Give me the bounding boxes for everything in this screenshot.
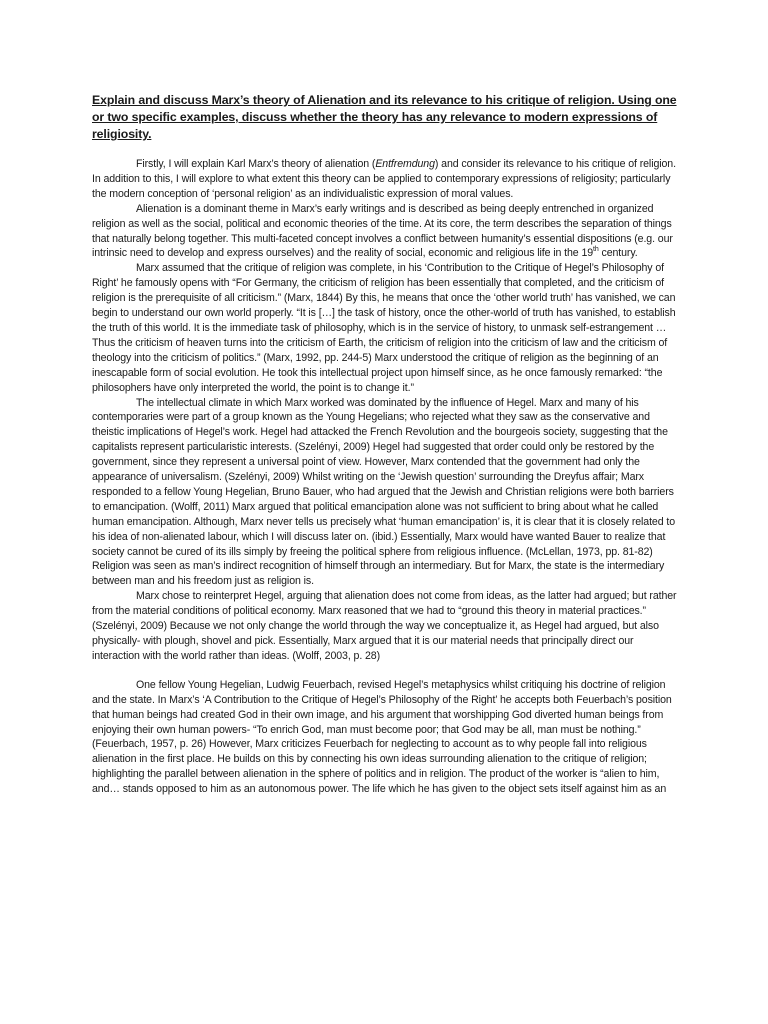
paragraph-alienation-text-a: Alienation is a dominant theme in Marx’s early writings and is described as being deeply entrenched in organized religion as well as the social, political and economic theories of the time. At its core, the term describes the separation of things that naturally belong together. This multi-faceted concept involves a conflict between humanity’s essential dispositions (e.g. our intrinsic need to develop and express ourselves) and the reality of social, economic and religious life in the 19 bbox=[92, 202, 673, 260]
paragraph-intro-term: Entfremdung bbox=[375, 158, 435, 170]
paragraph-intro bbox=[92, 157, 678, 202]
essay-title: Explain and discuss Marx’s theory of Alienation and its relevance to his critique of religion. Using one or two specific examples, discuss whether the theory has any relevance to modern expressions of religiosity. bbox=[92, 93, 677, 141]
paragraph-alienation-text-b: century. bbox=[598, 247, 638, 260]
paragraph-gap bbox=[92, 664, 678, 678]
paragraph-critique: Marx assumed that the critique of religion was complete, in his ‘Contribution to the Critique of Hegel’s Philosophy of Right’ he famously opens with “For Germany, the criticism of religion has been essentially that completed, and the criticism of religion is the prerequisite of all criticism.” (Marx, 1844) By this, he means that once the ‘other world truth’ has vanished, we can begin to understand our own world properly. “It is […] the task of history, once the other-world of truth has vanished, to establish the truth of this world. It is the immediate task of philosophy, which is in the service of history, to unmask self-estrangement … Thus the criticism of heaven turns into the criticism of Earth, the criticism of religion into the criticism of law and the criticism of theology into the criticism of politics.” (Marx, 1992, pp. 244-5) Marx understood the critique of religion as the beginning of an inescapable form of social evolution. He took this intellectual project upon himself since, as he once famously remarked: “the philosophers have only interpreted the world, the point is to change it.” bbox=[92, 262, 676, 394]
document-body bbox=[92, 92, 678, 797]
paragraph-intro-text-a: Firstly, I will explain Karl Marx’s theory of alienation ( bbox=[136, 158, 376, 170]
paragraph-hegel: The intellectual climate in which Marx worked was dominated by the influence of Hegel. Marx and many of his contemporaries were part of a group known as the Young Hegelians; who rejected what they saw as the conservative and theistic implications of Hegel’s work. Hegel had attacked the French Revolution and the bourgeois society, suggesting that the capitalists represent particularistic interests. (Szelényi, 2009) Hegel had suggested that order could only be restored by the government, since they represent a universal point of view. However, Marx contended that the government had only the appearance of universalism. (Szelényi, 2009) Whilst writing on the ‘Jewish question’ surrounding the Dreyfus affair; Marx responded to a fellow Young Hegelian, Bruno Bauer, who had argued that the Jewish and Christian religions were both barriers to emancipation. (Wolff, 2011) Marx argued that political emancipation alone was not sufficient to bring about what he called human emancipation. Although, Marx never tells us precisely what ‘human emancipation’ is, it is clear that it is closely related to his idea of non-alienated labour, which I will discuss later on. (ibid.) Essentially, Marx would have wanted Bauer to realize that society cannot be cured of its ills simply by freeing the political sphere from religious influence. (McLellan, 1973, pp. 81-82) Religion was seen as man’s indirect recognition of himself through an intermediary. But for Marx, the state is the intermediary between man and his freedom just as religion is. bbox=[92, 396, 675, 588]
paragraph-feuerbach: One fellow Young Hegelian, Ludwig Feuerbach, revised Hegel’s metaphysics whilst critiquing his doctrine of religion and the state. In Marx’s ‘A Contribution to the Critique of Hegel’s Philosophy of the Right’ he accepts both Feuerbach’s position that human beings had created God in their own image, and his argument that worshipping God diverted human beings from enjoying their own human powers- “To enrich God, man must become poor; that God may be all, man must be nothing.” (Feuerbach, 1957, p. 26) However, Marx criticizes Feuerbach for neglecting to account as to why people fall into religious alienation in the first place. He builds on this by connecting his own ideas surrounding alienation to the critique of religion; highlighting the parallel between alienation in the sphere of politics and in religion. The product of the worker is “alien to him, and… stands opposed to him as an autonomous power. The life which he has given to the object sets itself against him as an bbox=[92, 678, 672, 796]
paragraph-alienation bbox=[92, 202, 678, 262]
superscript-th: th bbox=[593, 245, 599, 253]
paragraph-reinterpret: Marx chose to reinterpret Hegel, arguing that alienation does not come from ideas, as the latter had argued; but rather from the material conditions of political economy. Marx reasoned that we had to “ground this theory in material practices.” (Szelényi, 2009) Because we not only change the world through the way we conceptualize it, as Hegel had argued, but also physically- with plough, shovel and pick. Essentially, Marx argued that it is our material needs that principally direct our interaction with the world rather than ideas. (Wolff, 2003, p. 28) bbox=[92, 590, 677, 662]
paragraph-intro-text-b: ) and consider its relevance to his critique of religion. In addition to this, I will explore to what extent this theory can be applied to contemporary expressions of religiosity; particularly the modern conception of ‘personal religion’ as an individualistic expression of moral values. bbox=[92, 158, 676, 200]
